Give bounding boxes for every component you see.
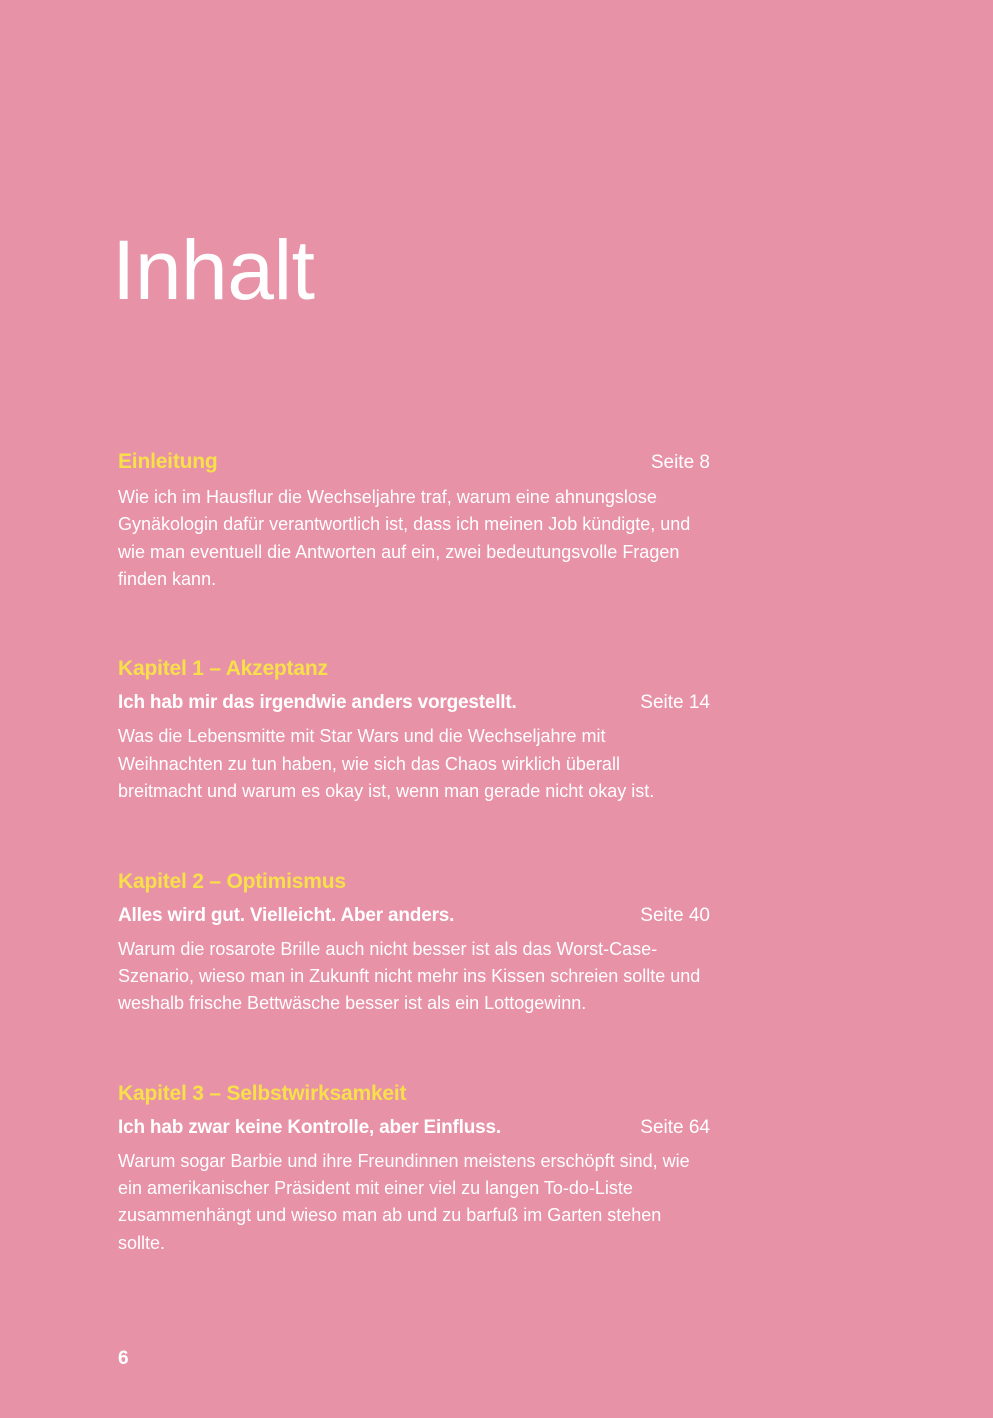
toc-entry-heading-row [118,1082,710,1106]
toc-section-title[interactable]: Kapitel 2 – Optimismus [118,869,346,893]
entry-spacer [118,637,718,657]
toc-sub-title[interactable]: Ich hab zwar keine Kontrolle, aber Einfluss. [118,1116,501,1138]
toc-sub-title[interactable]: Alles wird gut. Vielleicht. Aber anders. [118,904,455,926]
toc-entry-subtitle-row [118,692,710,714]
toc-sub-page: Seite 40 [640,904,710,926]
toc-entry-description: Was die Lebensmitte mit Star Wars und die Wechseljahre mit Weihnachten zu tun haben, wie sich das Chaos wirklich überall breitmacht und warum es okay ist, wenn man gerade nicht okay ist. [118,726,655,802]
toc-entry-description: Warum sogar Barbie und ihre Freundinnen meistens erschöpft sind, wie ein amerikanischer Präsident mit einer viel zu langen To-do-Liste zusammenhängt und wieso man ab und zu barfuß im Garten stehen sollte. [118,1150,690,1253]
toc-entry-description: Warum die rosarote Brille auch nicht besser ist als das Worst-Case-Szenario, wieso man in Zukunft nicht mehr ins Kissen schreien sollte und weshalb frische Bettwäsche besser ist als ein Lottogewinn. [118,938,701,1014]
toc-sub-page: Seite 64 [640,1116,710,1138]
toc-entry-subtitle-row [118,905,710,927]
entry-spacer [118,1062,718,1082]
toc-entry-kapitel-2 [118,870,718,1018]
toc-entry-heading-row [118,870,710,894]
toc-entry-subtitle-row [118,1117,710,1139]
toc-entry-heading-row [118,657,710,681]
page-title: Inhalt [112,223,315,317]
toc-entry-kapitel-3 [118,1082,718,1257]
toc-entry-heading-row [118,450,710,474]
page-number: 6 [118,1348,129,1369]
toc-section-title[interactable]: Kapitel 1 – Akzeptanz [118,657,328,681]
table-of-contents [118,450,718,1257]
toc-entry-description: Wie ich im Hausflur die Wechseljahre traf, warum eine ahnungslose Gynäkologin dafür verantwortlich ist, dass ich meinen Job kündigte, und wie man eventuell die Antworten auf ein, zwei bedeutungsvolle Fragen finden kann. [118,487,691,590]
toc-sub-title[interactable]: Ich hab mir das irgendwie anders vorgestellt. [118,692,517,714]
toc-sub-page: Seite 14 [640,692,710,714]
toc-section-page: Seite 8 [650,452,710,473]
entry-spacer [118,850,718,870]
toc-entry-kapitel-1 [118,657,718,805]
toc-section-title[interactable]: Kapitel 3 – Selbstwirksamkeit [118,1081,407,1105]
toc-entry-einleitung [118,450,718,593]
toc-section-title[interactable]: Einleitung [118,450,218,473]
